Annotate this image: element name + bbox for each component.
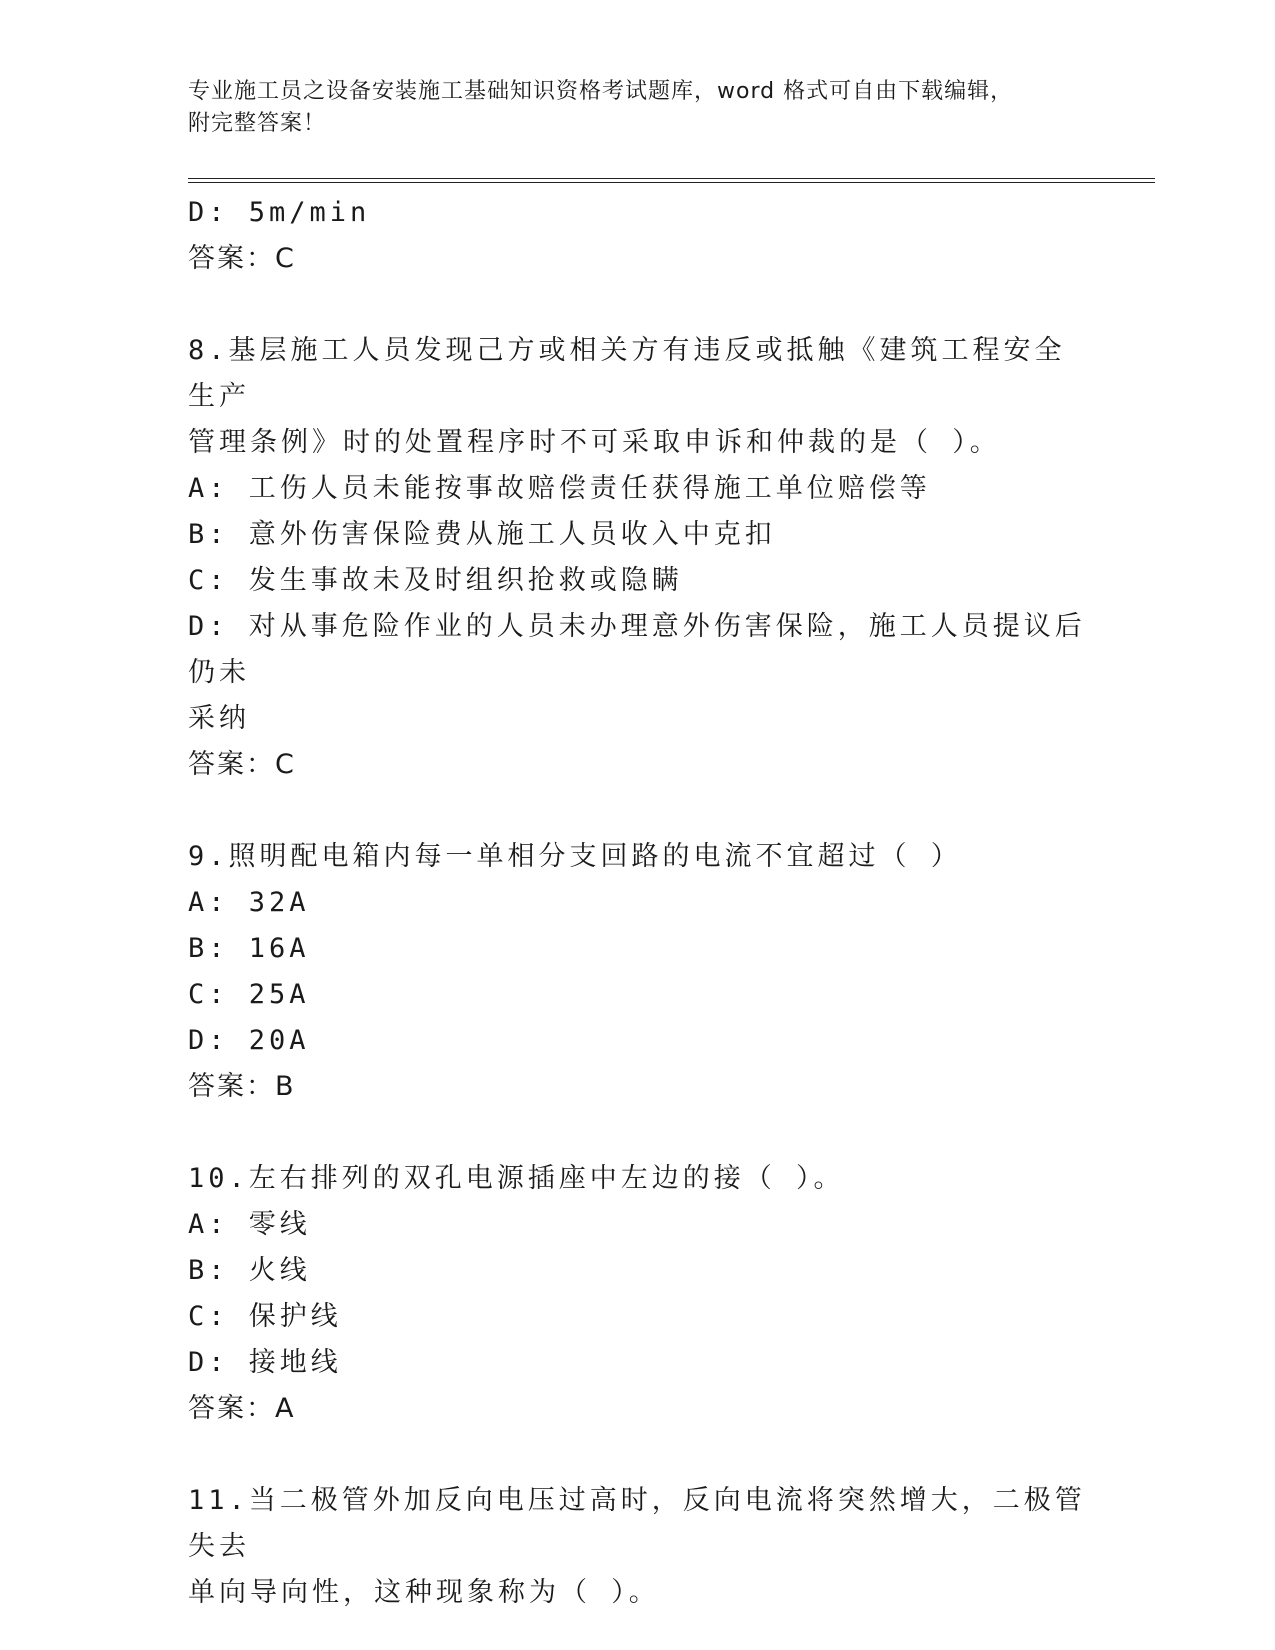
question-list <box>188 190 1088 1616</box>
option-c: C: 25A <box>188 979 310 1010</box>
option-d: D: 5m/min <box>188 197 371 228</box>
question-stem: 10.左右排列的双孔电源插座中左边的接（ ）。 <box>188 1163 845 1194</box>
question-7-tail <box>188 190 1088 282</box>
question-10 <box>188 1156 1088 1432</box>
question-stem: 11.当二极管外加反向电压过高时，反向电流将突然增大，二极管失去 <box>188 1485 1086 1562</box>
option-b: B: 火线 <box>188 1255 311 1286</box>
option-d: D: 对从事危险作业的人员未办理意外伤害保险，施工人员提议后仍未 <box>188 611 1086 688</box>
spacer <box>188 1110 1088 1156</box>
option-a: A: 32A <box>188 887 310 918</box>
option-d: D: 20A <box>188 1025 310 1056</box>
spacer <box>188 282 1088 328</box>
answer-line: 答案：B <box>188 1071 296 1102</box>
option-c: C: 发生事故未及时组织抢救或隐瞒 <box>188 565 683 596</box>
option-a: A: 零线 <box>188 1209 311 1240</box>
answer-line: 答案：C <box>188 749 296 780</box>
option-d: D: 接地线 <box>188 1347 342 1378</box>
header-line-2: 附完整答案！ <box>188 111 327 136</box>
question-9 <box>188 834 1088 1110</box>
question-stem: 8.基层施工人员发现己方或相关方有违反或抵触《建筑工程安全生产 <box>188 335 1066 412</box>
question-stem-continued: 管理条例》时的处置程序时不可采取申诉和仲裁的是（ ）。 <box>188 427 1001 458</box>
document-header <box>188 76 1108 140</box>
question-8 <box>188 328 1088 788</box>
spacer <box>188 1432 1088 1478</box>
question-stem: 9.照明配电箱内每一单相分支回路的电流不宜超过（ ） <box>188 841 962 872</box>
header-line-1: 专业施工员之设备安装施工基础知识资格考试题库，word 格式可自由下载编辑， <box>188 79 1014 104</box>
header-divider <box>188 178 1155 183</box>
option-b: B: 16A <box>188 933 310 964</box>
option-a: A: 工伤人员未能按事故赔偿责任获得施工单位赔偿等 <box>188 473 931 504</box>
option-b: B: 意外伤害保险费从施工人员收入中克扣 <box>188 519 776 550</box>
spacer <box>188 788 1088 834</box>
question-11 <box>188 1478 1088 1616</box>
question-stem-continued: 单向导向性，这种现象称为（ ）。 <box>188 1577 660 1608</box>
answer-line: 答案：A <box>188 1393 296 1424</box>
option-d-continued: 采纳 <box>188 703 250 734</box>
answer-line: 答案：C <box>188 243 296 274</box>
option-c: C: 保护线 <box>188 1301 342 1332</box>
